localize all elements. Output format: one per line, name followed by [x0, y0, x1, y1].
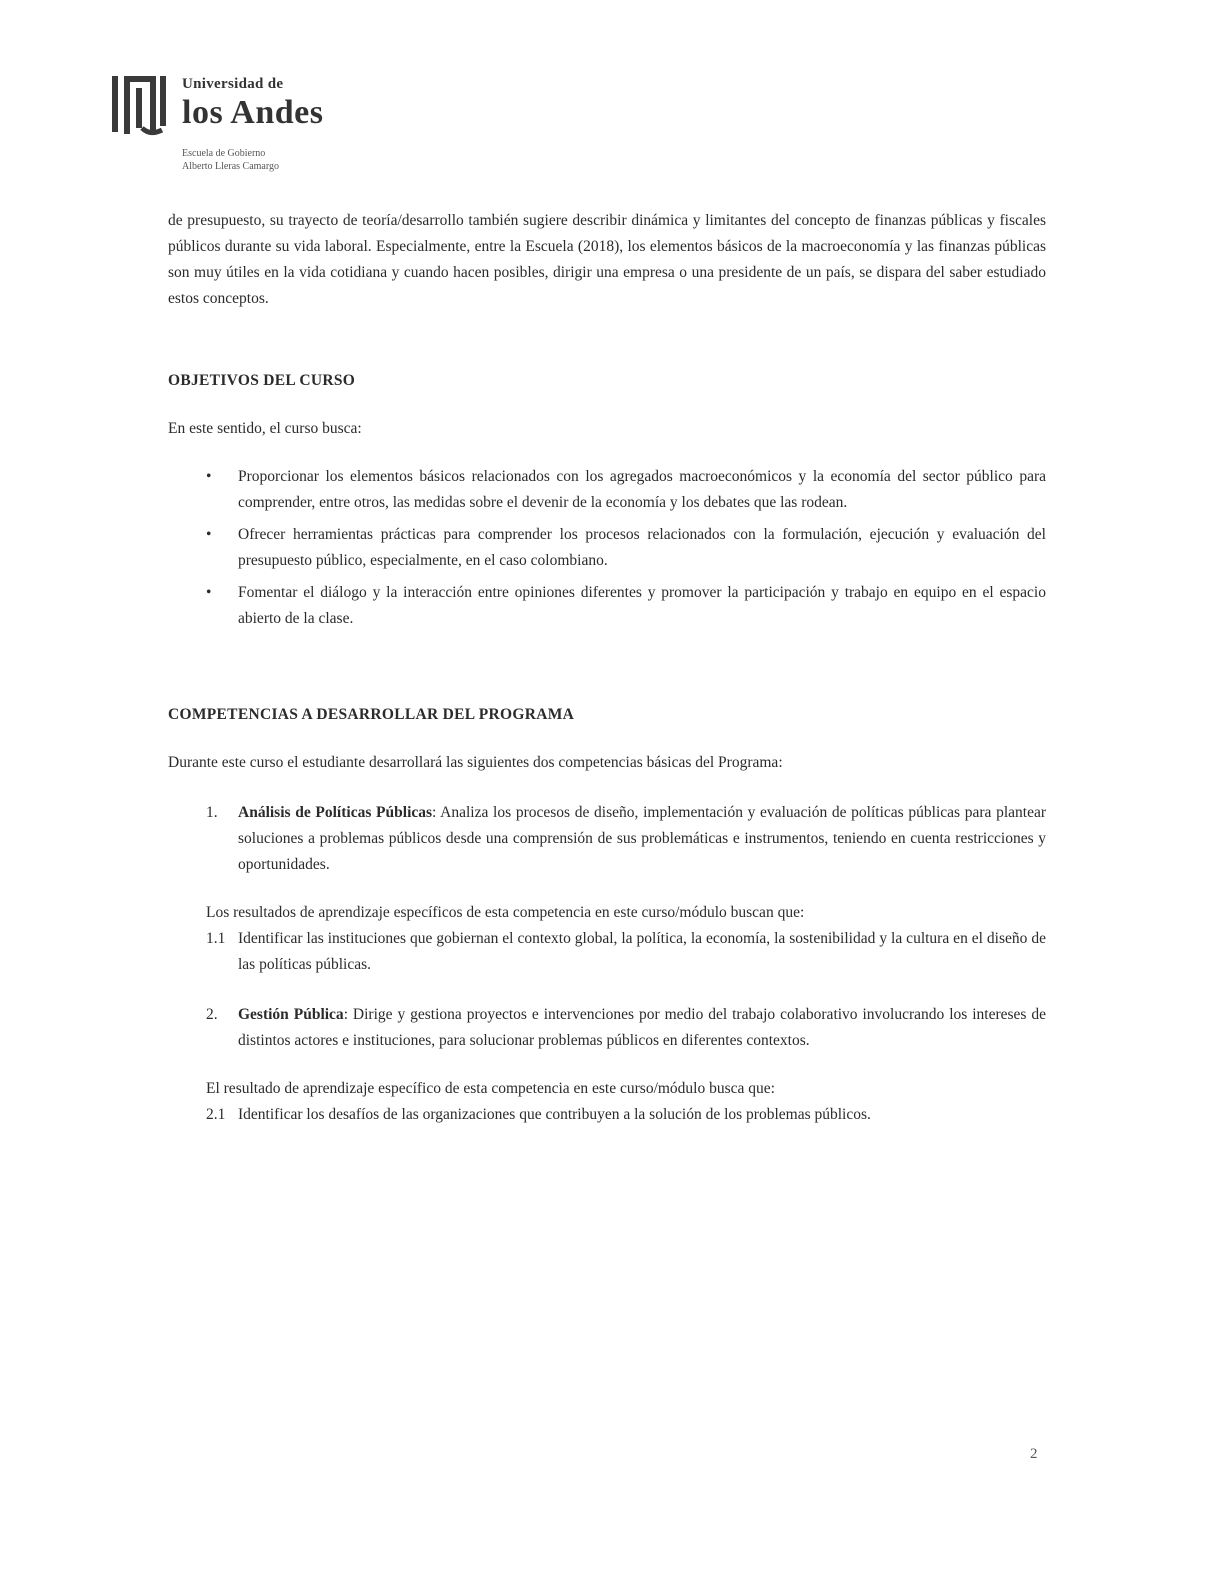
logo-line-2: los Andes — [182, 94, 324, 131]
objectives-intro: En este sentido, el curso busca: — [168, 420, 362, 437]
competency-item — [168, 800, 1046, 878]
bullet-marker: • — [206, 584, 212, 601]
bullet-marker: • — [206, 468, 212, 485]
competency-text: : Analiza los procesos de diseño, implementación y evaluación de políticas públicas para plantear soluciones a problemas públicos desde una comprensión de sus problemáticas e instrumentos, teniendo en cuenta restricciones y oportunidades. — [238, 804, 1046, 873]
logo-line-1: Universidad de — [182, 76, 284, 92]
university-logo — [110, 68, 350, 178]
number-marker: 2. — [206, 1006, 218, 1023]
number-marker: 1. — [206, 804, 218, 821]
competency-item — [168, 1002, 1046, 1054]
outcome-item — [168, 1102, 1046, 1128]
competency-outcomes-intro: El resultado de aprendizaje específico de esta competencia en este curso/módulo busca que: — [206, 1080, 775, 1097]
objectives-list — [168, 464, 1046, 632]
list-item-text: Proporcionar los elementos básicos relacionados con los agregados macroeconómicos y la economía del sector público para comprender, entre otros, las medidas sobre el devenir de la economía y los debates que las rodean. — [238, 468, 1046, 511]
intro-paragraph: de presupuesto, su trayecto de teoría/desarrollo también sugiere describir dinámica y limitantes del concepto de finanzas públicas y fiscales públicos durante su vida laboral. Especialmente, entre la Escuela (2018), los elementos básicos de la macroeconomía y las finanzas públicas son muy útiles en la vida cotidiana y cuando hacen posibles, dirigir una empresa o una presidente de un país, se dispara del saber estudiado estos conceptos. — [168, 212, 1046, 307]
outcome-text: Identificar los desafíos de las organizaciones que contribuyen a la solución de los problemas públicos. — [238, 1106, 871, 1123]
list-item-text: Fomentar el diálogo y la interacción entre opiniones diferentes y promover la participación y trabajo en equipo en el espacio abierto de la clase. — [238, 584, 1046, 627]
bullet-marker: • — [206, 526, 212, 543]
list-item-text: Ofrecer herramientas prácticas para comprender los procesos relacionados con la formulación, ejecución y evaluación del presupuesto público, especialmente, en el caso colombiano. — [238, 526, 1046, 569]
outcome-number: 2.1 — [206, 1106, 226, 1123]
page-number: 2 — [1030, 1446, 1038, 1462]
logo-line-4: Alberto Lleras Camargo — [182, 161, 280, 172]
objectives-heading: OBJETIVOS DEL CURSO — [168, 372, 356, 389]
competencies-intro: Durante este curso el estudiante desarrollará las siguientes dos competencias básicas del Programa: — [168, 754, 783, 771]
competency-title: Análisis de Políticas Públicas — [238, 804, 433, 821]
competencies-heading: COMPETENCIAS A DESARROLLAR DEL PROGRAMA — [168, 706, 575, 723]
list-item — [168, 464, 1046, 516]
competency-text: : Dirige y gestiona proyectos e intervenciones por medio del trabajo colaborativo involucrando los intereses de distintos actores e instituciones, para solucionar problemas públicos en diferentes contextos. — [238, 1006, 1046, 1049]
list-item — [168, 580, 1046, 632]
outcome-text: Identificar las instituciones que gobiernan el contexto global, la política, la economía, la sostenibilidad y la cultura en el diseño de las políticas públicas. — [238, 930, 1046, 973]
outcome-item — [168, 926, 1046, 978]
outcome-number: 1.1 — [206, 930, 226, 947]
list-item — [168, 522, 1046, 574]
document-body — [168, 208, 1046, 1128]
logo-line-3: Escuela de Gobierno — [182, 148, 266, 159]
university-emblem-icon — [110, 72, 170, 138]
competency-outcomes-intro: Los resultados de aprendizaje específicos de esta competencia en este curso/módulo buscan que: — [206, 904, 805, 921]
competency-title: Gestión Pública — [238, 1006, 344, 1023]
